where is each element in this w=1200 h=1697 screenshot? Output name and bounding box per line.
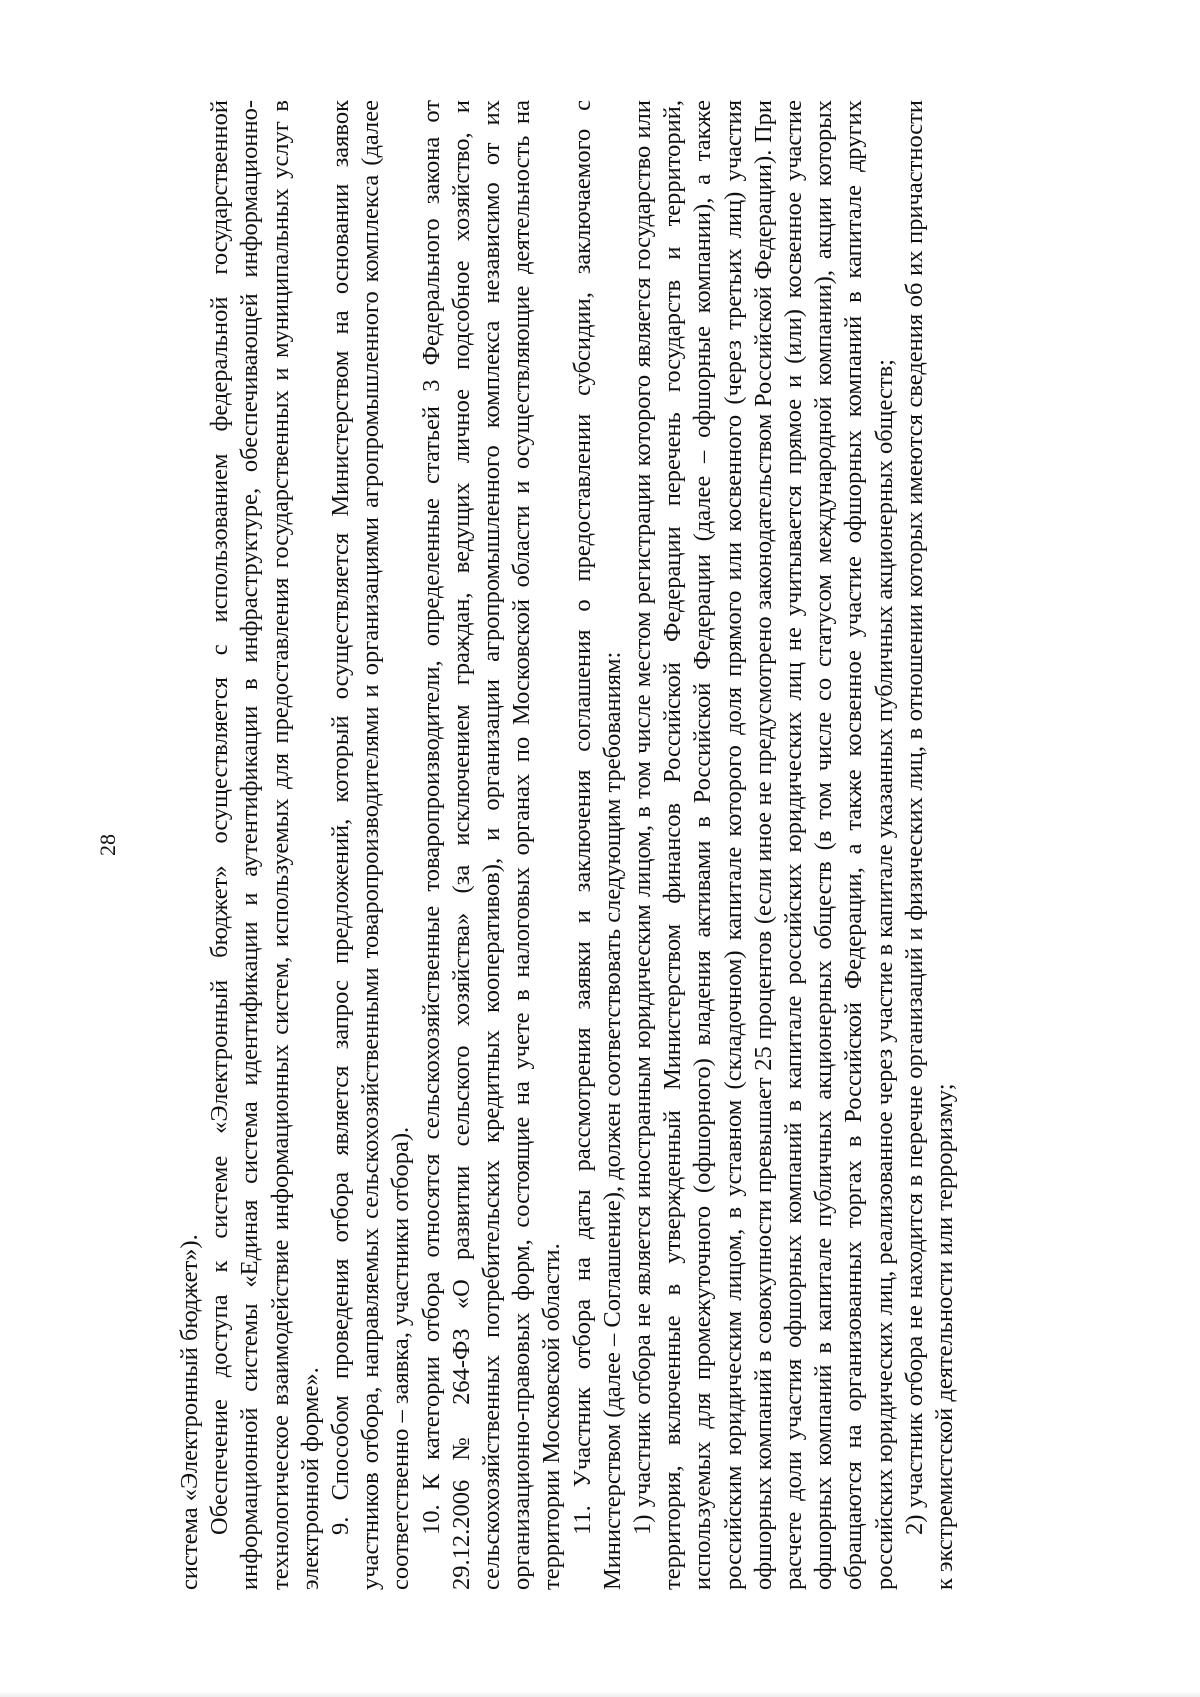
scan-edge [0,1691,1200,1697]
paragraph-electronic-budget-access: Обеспечение доступа к системе «Электронный бюджет» осуществляется с использованием федеральной государственной информационной системы «Единая система идентификации и аутентификации в инфраструктуре, обеспечивающей информационно-технологическое взаимодействие информационных систем, используемых для предоставления государственных и муниципальных услуг в электронной форме». [206,100,324,1590]
paragraph-9-selection-method: 9. Способом проведения отбора является запрос предложений, который осуществляется Министерством на основании заявок участников отбора, направляемых сельскохозяйственными товаропроизводителями и организациями агропромышленного комплекса (далее соответственно – заявка, участники отбора). [327,100,415,1590]
paragraph-11-requirements: 11. Участник отбора на даты рассмотрения заявки и заключения соглашения о предоставлении субсидии, заключаемого с Министерством (далее – Соглашение), должен соответствовать следующим требованиям: [568,100,626,1590]
page-number: 28 [95,834,120,856]
rotated-content [95,100,1095,1590]
paragraph-11-item-2: 2) участник отбора не находится в перечне организаций и физических лиц, в отношении которых имеются сведения об их причастности к экстремистской деятельности или терроризму; [900,100,959,1590]
body-text [175,100,960,1590]
paragraph-continuation: система «Электронный бюджет»). [176,1234,203,1590]
paragraph-11-item-1: 1) участник отбора не является иностранным юридическим лицом, в том числе местом регистрации которого является государство или территория, включенные в утвержденный Министерством финансов Российской Федерации перечень государств и территорий, используемых для промежуточного (офшорного) владения активами в Российской Федерации (далее – офшорные компании), а также российским юридическим лицом, в уставном (складочном) капитале которого доля прямого или косвенного (через третьих лиц) участия офшорных компаний в совокупности превышает 25 процентов (если иное не предусмотрено законодательством Российской Федерации). При расчете доли участия офшорных компаний в капитале российских юридических лиц не учитывается прямое и (или) косвенное участие офшорных компаний в капитале публичных акционерных обществ (в том числе со статусом международной компании), акции которых обращаются на организованных торгах в Российской Федерации, а также косвенное участие офшорных компаний в капитале других российских юридических лиц, реализованное через участие в капитале указанных публичных акционерных обществ; [629,100,898,1590]
paragraph-10-selection-category: 10. К категории отбора относятся сельскохозяйственные товаропроизводители, определенные статьей 3 Федерального закона от 29.12.2006 № 264-ФЗ «О развитии сельского хозяйства» (за исключением граждан, ведущих личное подсобное хозяйство, и сельскохозяйственных потребительских кредитных кооперативов), и организации агропромышленного комплекса независимо от их организационно-правовых форм, состоящие на учете в налоговых органах по Московской области и осуществляющие деятельность на территории Московской области. [417,100,566,1590]
